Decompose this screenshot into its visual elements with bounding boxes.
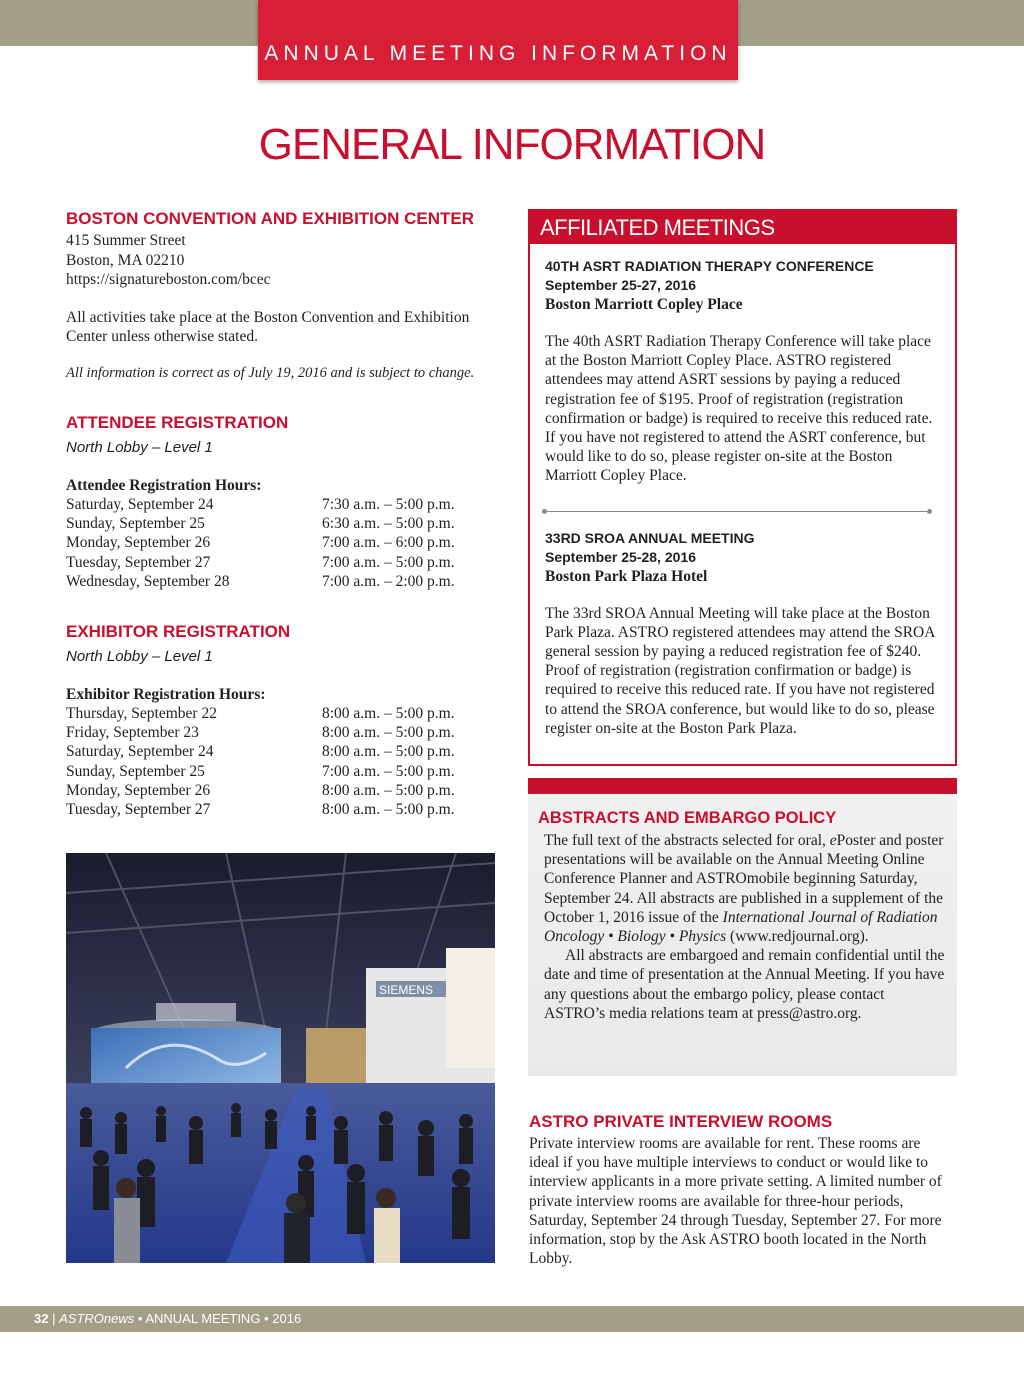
venue-url[interactable]: https://signatureboston.com/bcec — [66, 271, 271, 288]
attendee-heading: ATTENDEE REGISTRATION — [66, 413, 289, 432]
hours-day: Saturday, September 24 — [66, 743, 214, 761]
meeting-description: The 33rd SROA Annual Meeting will take place at the Boston Park Plaza. ASTRO registered attendees may attend the SROA general session by paying a reduced registration fee of $240. Proof of registration (registration confirmation or badge) is required to receive this reduced rate. If you have not registered to attend the SROA conference, but would like to do so, please register on-site at the Boston Park Plaza. — [545, 604, 935, 737]
abstracts-text: (www.redjournal.org). — [726, 928, 869, 946]
abstracts-text-italic: e — [829, 832, 837, 849]
hours-time: 8:00 a.m. – 5:00 p.m. — [322, 781, 455, 799]
hours-day: Wednesday, September 28 — [66, 572, 230, 590]
attendee-location: North Lobby – Level 1 — [66, 439, 213, 456]
hours-row — [66, 742, 486, 761]
hours-day: Thursday, September 22 — [66, 705, 217, 722]
journal-title: International Journal of Radiation Oncology • Biology • Physics — [544, 908, 938, 946]
footer-bullet: • — [137, 1311, 143, 1326]
hours-time: 7:30 a.m. – 5:00 p.m. — [322, 496, 455, 513]
attendee-registration-section — [66, 413, 486, 591]
hours-day: Friday, September 23 — [66, 724, 199, 742]
hours-row — [66, 572, 486, 591]
hours-time: 6:30 a.m. – 5:00 p.m. — [322, 515, 455, 533]
hours-day: Saturday, September 24 — [66, 496, 214, 513]
hours-time: 8:00 a.m. – 5:00 p.m. — [322, 705, 455, 722]
hours-day: Sunday, September 25 — [66, 515, 205, 533]
venue-note: All activities take place at the Boston Convention and Exhibition Center unless otherwise stated. — [66, 308, 470, 345]
hours-row — [66, 800, 486, 819]
abstracts-text: Poster and poster presentations will be available on the Annual Meeting Online Conference Planner and ASTROmobile beginning Saturday, September 24. All abstracts are published in a supplement of the October 1, 2016 issue of the — [544, 832, 944, 926]
affiliated-meeting — [530, 529, 955, 738]
hours-row — [66, 704, 486, 723]
hours-row — [66, 553, 486, 572]
private-rooms-body: Private interview rooms are available for rent. These rooms are ideal if you have multiple interviews to conduct or would like to interview applicants in a more private setting. A limited number of private interview rooms are available for three-hour periods, Saturday, September 24 through Tuesday, September 27. For more information, stop by the Ask ASTRO booth located in the North Lobby. — [529, 1135, 942, 1268]
address-line: Boston, MA 02210 — [66, 251, 185, 269]
private-rooms-heading: ASTRO PRIVATE INTERVIEW ROOMS — [529, 1112, 833, 1131]
abstracts-paragraph — [544, 831, 945, 946]
hours-time: 7:00 a.m. – 2:00 p.m. — [322, 572, 455, 590]
hours-row — [66, 514, 486, 533]
hours-time: 7:00 a.m. – 5:00 p.m. — [322, 553, 455, 571]
publication-name: ASTROnews — [59, 1311, 135, 1326]
hours-row — [66, 781, 486, 800]
affiliated-meeting — [530, 257, 955, 486]
page-number: 32 — [34, 1311, 49, 1326]
embargo-paragraph: All abstracts are embargoed and remain confidential until the date and time of presentation at the Annual Meeting. If you have any questions about the embargo policy, please contact ASTRO’s media relations team at press@astro.org. — [544, 947, 945, 1022]
abstracts-heading: ABSTRACTS AND EMBARGO POLICY — [538, 809, 837, 827]
abstracts-text: The full text of the abstracts selected for oral, — [544, 832, 830, 849]
meeting-dates: September 25-28, 2016 — [545, 548, 696, 565]
hours-time: 7:00 a.m. – 6:00 p.m. — [322, 534, 455, 552]
address-line: 415 Summer Street — [66, 232, 186, 249]
exhibitor-heading: EXHIBITOR REGISTRATION — [66, 622, 291, 641]
page-title: GENERAL INFORMATION — [258, 120, 766, 169]
exhibit-hall-illustration — [66, 853, 495, 1263]
hours-day: Tuesday, September 27 — [66, 553, 211, 571]
hours-time: 8:00 a.m. – 5:00 p.m. — [322, 743, 455, 761]
hours-day: Sunday, September 25 — [66, 762, 205, 780]
footer-section: ANNUAL MEETING — [145, 1311, 261, 1326]
footer-separator: | — [52, 1311, 56, 1326]
venue-address — [66, 231, 506, 290]
abstracts-accent-bar — [528, 778, 957, 794]
footer-text — [34, 1311, 301, 1326]
footer-year: 2016 — [272, 1311, 302, 1326]
footer-bullet: • — [264, 1311, 269, 1326]
private-interview-rooms-section — [529, 1112, 954, 1268]
hours-time: 8:00 a.m. – 5:00 p.m. — [322, 801, 455, 819]
affiliated-meetings-heading: AFFILIATED MEETINGS — [530, 211, 955, 244]
abstracts-embargo-box — [528, 778, 957, 1076]
hours-row — [66, 533, 486, 552]
hours-day: Monday, September 26 — [66, 534, 211, 552]
hours-time: 8:00 a.m. – 5:00 p.m. — [322, 724, 455, 742]
meeting-dates: September 25-27, 2016 — [545, 277, 696, 293]
affiliated-meetings-box — [528, 209, 957, 766]
meeting-title: 33RD SROA ANNUAL MEETING — [545, 529, 755, 546]
meeting-location: Boston Park Plaza Hotel — [545, 567, 708, 585]
section-tab-label: ANNUAL MEETING INFORMATION — [264, 42, 732, 65]
exhibitor-hours-heading: Exhibitor Registration Hours: — [66, 686, 266, 703]
hours-day: Monday, September 26 — [66, 781, 211, 799]
disclaimer: All information is correct as of July 19, 2016 and is subject to change. — [66, 364, 475, 381]
attendee-hours-heading: Attendee Registration Hours: — [66, 477, 262, 494]
meeting-title: 40TH ASRT RADIATION THERAPY CONFERENCE — [545, 258, 874, 274]
hours-row — [66, 723, 486, 742]
venue-section — [66, 209, 506, 382]
footer-band — [0, 1306, 1024, 1332]
exhibitor-registration-section — [66, 622, 486, 819]
exhibit-hall-photo — [66, 853, 495, 1263]
hours-day: Tuesday, September 27 — [66, 801, 211, 819]
hours-row — [66, 495, 486, 514]
hours-time: 7:00 a.m. – 5:00 p.m. — [322, 762, 455, 780]
hours-row — [66, 762, 486, 781]
divider — [544, 511, 930, 513]
venue-heading: BOSTON CONVENTION AND EXHIBITION CENTER — [66, 209, 475, 228]
meeting-location: Boston Marriott Copley Place — [545, 296, 743, 313]
section-tab — [258, 0, 738, 80]
booth-sign-text: SIEMENS — [379, 983, 434, 997]
exhibitor-location: North Lobby – Level 1 — [66, 648, 213, 665]
meeting-description: The 40th ASRT Radiation Therapy Conference will take place at the Boston Marriott Copley Place. ASTRO registered attendees may attend ASRT sessions by paying a reduced registration fee of $195. Proof of registration (registration confirmation or badge) is required to receive this reduced rate. If you have not registered to attend the ASRT conference, but would like to do so, please register on-site at the Boston Marriott Copley Place. — [545, 333, 933, 485]
